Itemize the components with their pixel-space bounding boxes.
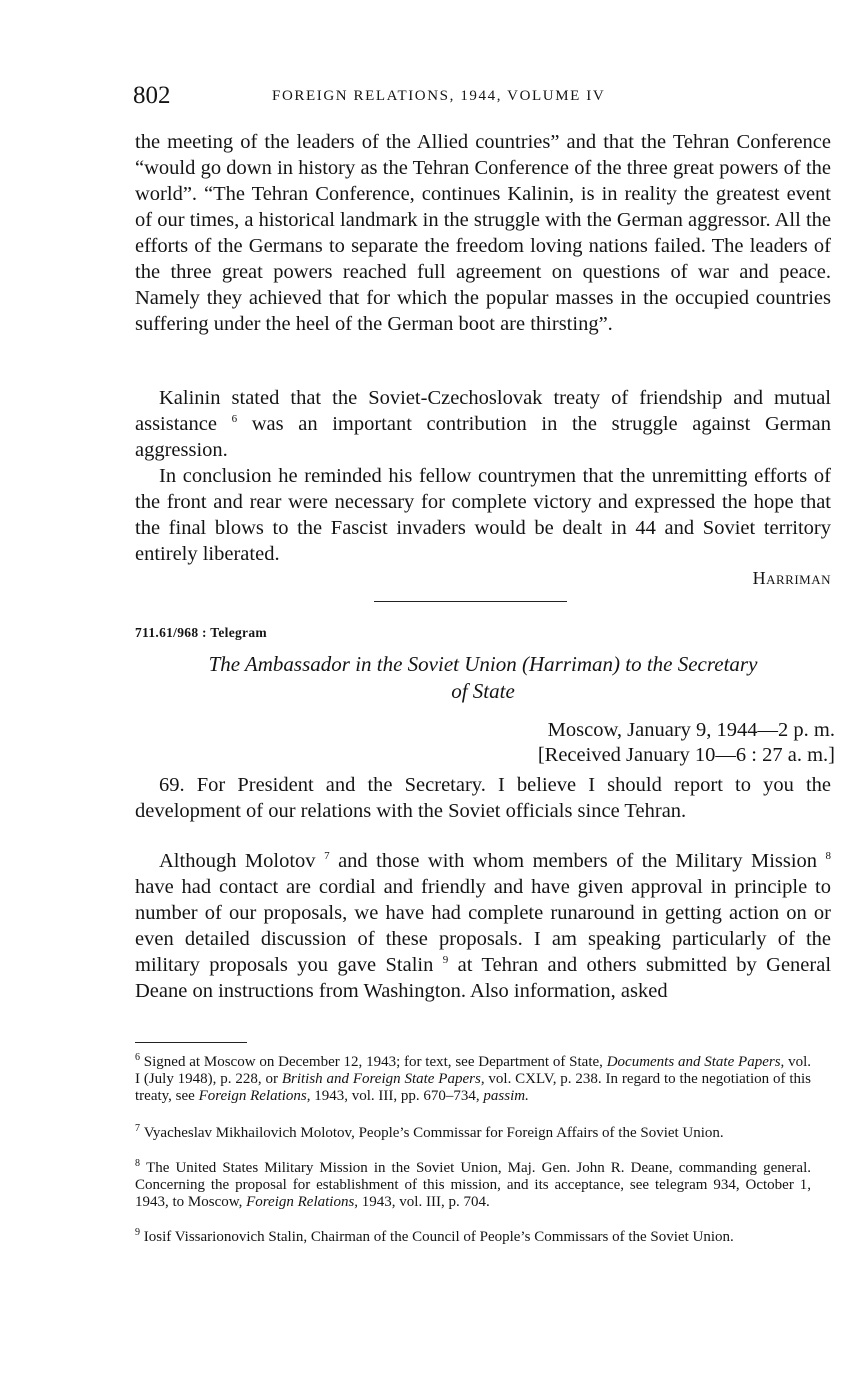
footnote-title: Documents and State Papers [606,1054,781,1070]
page-header [133,82,830,112]
footnote-9 [135,1229,811,1246]
document-title-line-1: The Ambassador in the Soviet Union (Harriman) to the Secretary [208,652,758,676]
telegram-paragraph-1: 69. For President and the Secretary. I believe I should report to you the development of our relations with the Soviet officials since Tehran. [135,774,831,822]
dateline-sent: Moscow, January 9, 1944—2 p. m. [547,719,835,741]
signature: Harriman [752,568,831,588]
footnote-6 [135,1054,811,1105]
footnote-ref-8: 8 [825,850,832,863]
telegram-text-3: have had contact are cordial and friendly and have given approval in principle to number of our proposals, we have had complete runaround in getting action on or even detailed discussion of these proposals. I am speaking particularly of the military proposals you gave Stalin [135,876,831,976]
kalinin-text-1: Kalinin stated that the Soviet-Czechoslovak treaty of friendship and mutual assistance [135,387,831,435]
footnote-title: Foreign Relations [246,1194,355,1210]
footnote-number: 9 [135,1227,140,1238]
footnote-title: British and Foreign State Papers [281,1071,481,1087]
footnote-text: Signed at Moscow on December 12, 1943; for text, see Department of State, [143,1054,603,1070]
section-divider [374,601,567,602]
telegram-text-2: and those with whom members of the Military Mission [338,850,818,872]
telegram-paragraph-2 [135,848,831,1004]
footnote-title: passim. [483,1088,529,1104]
dateline-received: [Received January 10—6 : 27 a. m.] [537,744,835,766]
footnote-divider [135,1042,247,1043]
footnote-8 [135,1160,811,1211]
footnote-number: 8 [135,1158,140,1169]
footnote-number: 7 [135,1123,140,1134]
file-reference: 711.61/968 : Telegram [135,625,267,640]
footnote-text: The United States Military Mission in the Soviet Union, Maj. Gen. John R. Deane, commanding general. Concerning the proposal for establishment of this mission, and its acceptance, see telegram 934, October 1, 1943, to Moscow, [135,1160,811,1210]
kalinin-paragraph [135,385,831,463]
footnote-ref-6: 6 [231,413,238,426]
footnote-number: 6 [135,1052,140,1063]
page-number: 802 [133,82,171,109]
footnote-title: Foreign Relations [198,1088,307,1104]
footnote-text: , 1943, vol. III, pp. 670–734, [306,1088,480,1104]
telegram-text-4: at Tehran and others submitted by General Deane on instructions from Washington. Also information, asked [135,954,832,1002]
continued-paragraph: the meeting of the leaders of the Allied countries” and that the Tehran Conference “would go down in history as the Tehran Conference of the three great powers of the world”. “The Tehran Conference, continues Kalinin, is in reality the greatest event of our times, a historical landmark in the struggle with the German aggressor. All the efforts of the Germans to separate the freedom loving nations failed. The leaders of the three great powers reached full agreement on questions of war and peace. Namely they achieved that for which the popular masses in the occupied countries suffering under the heel of the German boot are thirsting”. [135,131,831,335]
document-title [135,651,831,705]
footnote-text: , 1943, vol. III, p. 704. [354,1194,490,1210]
footnote-7 [135,1125,811,1142]
footnote-text: Iosif Vissarionovich Stalin, Chairman of the Council of People’s Commissars of the Soviet Union. [143,1229,734,1245]
footnote-text: , vol. I (July 1948), p. 228, or [135,1054,812,1087]
footnote-text: Vyacheslav Mikhailovich Molotov, People’s Commissar for Foreign Affairs of the Soviet Union. [143,1125,724,1141]
telegram-text-1: Although Molotov [159,850,316,872]
footnote-text: , vol. CXLV, p. 238. In regard to the negotiation of this treaty, see [135,1071,811,1104]
conclusion-paragraph: In conclusion he reminded his fellow countrymen that the unremitting efforts of the front and rear were necessary for complete victory and expressed the hope that the final blows to the Fascist invaders would be dealt in 44 and Soviet territory entirely liberated. [135,465,831,565]
document-title-line-2: of State [451,679,515,703]
running-head: FOREIGN RELATIONS, 1944, VOLUME IV [272,88,606,104]
footnote-ref-7: 7 [324,850,330,863]
footnote-ref-9: 9 [442,954,449,967]
kalinin-text-2: was an important contribution in the struggle against German aggression. [135,413,831,461]
